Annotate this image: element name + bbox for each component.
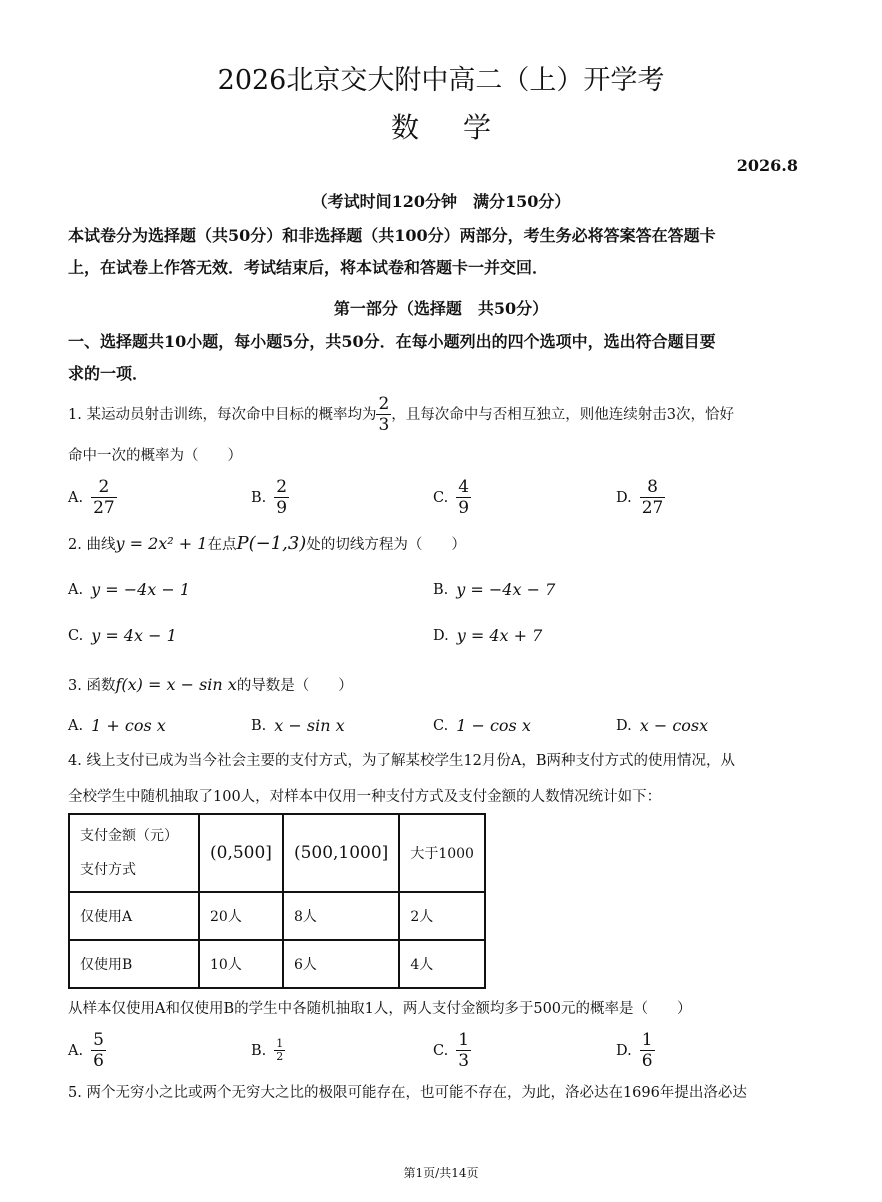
- option-text: y = 4x − 1: [91, 626, 177, 645]
- option-text: x − sin x: [274, 716, 345, 735]
- option-label: D.: [616, 717, 632, 734]
- table-row: [69, 940, 485, 988]
- table-column-header: (500,1000]: [283, 814, 399, 892]
- q2-point: P(−1,3): [236, 533, 307, 554]
- option-text: y = −4x − 1: [91, 580, 191, 599]
- table-row-label: 仅使用A: [69, 892, 199, 940]
- option-label: C.: [433, 489, 449, 506]
- q4-option-b[interactable]: [251, 1038, 285, 1063]
- option-label: B.: [251, 717, 267, 734]
- frac-denominator: 2: [276, 1050, 284, 1063]
- option-text: x − cosx: [639, 716, 709, 735]
- frac-numerator: 1: [276, 1037, 284, 1050]
- table-cell: 4人: [399, 940, 485, 988]
- option-label: B.: [251, 489, 267, 506]
- option-label: A.: [68, 489, 84, 506]
- option-label: D.: [616, 1042, 632, 1059]
- payment-table: [68, 813, 486, 989]
- q4-line-2: 全校学生中随机抽取了100人，对样本中仅用一种支付方式及支付金额的人数情况统计如下：: [68, 789, 662, 805]
- table-row-label: 仅使用B: [69, 940, 199, 988]
- q4-option-d[interactable]: [616, 1030, 655, 1071]
- option-label: A.: [68, 1042, 84, 1059]
- question-1: [68, 394, 808, 435]
- option-text: y = −4x − 7: [456, 580, 556, 599]
- frac-denominator: 27: [641, 498, 664, 518]
- option-label: C.: [433, 717, 449, 734]
- table-header-row: [69, 814, 485, 892]
- q2-curve: y = 2x² + 1: [115, 534, 208, 553]
- q3-option-d[interactable]: [616, 716, 708, 735]
- option-label: A.: [68, 717, 84, 734]
- option-text: 1 + cos x: [91, 716, 166, 735]
- instructions-line-2: 上，在试卷上作答无效．考试结束后，将本试卷和答题卡一并交回．: [68, 258, 549, 277]
- q3-option-b[interactable]: [251, 716, 345, 735]
- option-label: B.: [251, 1042, 267, 1059]
- question-3: [68, 674, 808, 697]
- part-heading: 第一部分（选择题 共50分）: [333, 299, 549, 318]
- q3-option-c[interactable]: [433, 716, 531, 735]
- subject-title: 数学: [390, 111, 535, 144]
- frac-denominator: 27: [93, 498, 115, 518]
- frac-numerator: 8: [647, 477, 658, 497]
- exam-date: 2026.8: [736, 156, 798, 175]
- option-label: B.: [433, 581, 449, 598]
- frac-denominator: 9: [458, 498, 470, 518]
- q1-line-2: 命中一次的概率为（ ）: [68, 448, 242, 464]
- q4-line-1: 4. 线上支付已成为当今社会主要的支付方式，为了解某校学生12月份A，B两种支付方式的使用情况，从: [68, 753, 736, 769]
- q2-text-post: 处的切线方程为（ ）: [306, 537, 466, 553]
- section-line-1: 一、选择题共10小题，每小题5分，共50分．在每小题列出的四个选项中，选出符合题目要: [68, 332, 716, 351]
- q4-option-a[interactable]: [68, 1030, 106, 1071]
- section-line-2: 求的一项．: [68, 364, 149, 383]
- frac-numerator: 2: [276, 477, 288, 497]
- frac-numerator: 5: [93, 1030, 104, 1050]
- q3-option-a[interactable]: [68, 716, 166, 735]
- q1-option-d[interactable]: [616, 477, 665, 518]
- q2-option-d[interactable]: [433, 626, 542, 645]
- q2-option-a[interactable]: [68, 580, 190, 599]
- frac-denominator: 3: [458, 1051, 470, 1071]
- q2-text-pre: 2. 曲线: [68, 537, 116, 553]
- q2-option-b[interactable]: [433, 580, 555, 599]
- q1-frac-numerator: 2: [378, 394, 390, 414]
- table-row: [69, 892, 485, 940]
- option-label: A.: [68, 581, 84, 598]
- table-cell: 20人: [199, 892, 283, 940]
- q1-text-pre: 1. 某运动员射击训练，每次命中目标的概率均为: [68, 406, 377, 423]
- corner-bottom-label: 支付方式: [80, 862, 136, 878]
- q4-option-c[interactable]: [433, 1030, 471, 1071]
- q1-option-c[interactable]: [433, 477, 471, 518]
- question-2: [68, 533, 808, 556]
- option-label: D.: [433, 627, 449, 644]
- q2-text-mid: 在点: [207, 537, 237, 553]
- q1-frac-denominator: 3: [378, 415, 390, 435]
- frac-numerator: 1: [458, 1030, 470, 1050]
- q3-function: f(x) = x − sin x: [115, 675, 237, 694]
- q3-text-post: 的导数是（ ）: [236, 678, 353, 694]
- section-heading: [68, 326, 808, 390]
- exam-title: 2026北京交大附中高二（上）开学考: [217, 65, 665, 96]
- frac-denominator: 6: [641, 1051, 653, 1071]
- q1-option-b[interactable]: [251, 477, 289, 518]
- table-column-header: 大于1000: [399, 814, 485, 892]
- option-text: y = 4x + 7: [456, 626, 543, 645]
- exam-info: （考试时间120分钟 满分150分）: [311, 192, 571, 211]
- option-label: C.: [433, 1042, 449, 1059]
- table-corner-cell: [69, 814, 199, 892]
- q5-line-1: 5. 两个无穷小之比或两个无穷大之比的极限可能存在，也可能不存在，为此，洛必达在1696年提出洛必达: [68, 1085, 747, 1101]
- table-column-header: (0,500]: [199, 814, 283, 892]
- frac-denominator: 9: [276, 498, 288, 518]
- option-text: 1 − cos x: [456, 716, 531, 735]
- corner-top-label: 支付金额（元）: [80, 828, 178, 844]
- table-cell: 10人: [199, 940, 283, 988]
- q1-fraction: [376, 394, 391, 435]
- frac-denominator: 6: [93, 1051, 104, 1071]
- q1-text-post: ，且每次命中与否相互独立，则他连续射击3次，恰好: [391, 406, 735, 423]
- frac-numerator: 4: [458, 477, 470, 497]
- instructions-line-1: 本试卷分为选择题（共50分）和非选择题（共100分）两部分，考生务必将答案答在答题卡: [68, 226, 716, 245]
- frac-numerator: 1: [641, 1030, 653, 1050]
- option-label: D.: [616, 489, 632, 506]
- option-label: C.: [68, 627, 84, 644]
- q1-option-a[interactable]: [68, 477, 117, 518]
- q3-text-pre: 3. 函数: [68, 678, 116, 694]
- page-footer: 第1页/共14页: [403, 1166, 479, 1180]
- table-cell: 8人: [283, 892, 399, 940]
- q4-question: 从样本仅使用A和仅使用B的学生中各随机抽取1人，两人支付金额均多于500元的概率是（ ）: [68, 1001, 692, 1017]
- frac-numerator: 2: [98, 477, 110, 497]
- instructions: [68, 220, 808, 284]
- q2-option-c[interactable]: [68, 626, 177, 645]
- table-cell: 6人: [283, 940, 399, 988]
- table-cell: 2人: [399, 892, 485, 940]
